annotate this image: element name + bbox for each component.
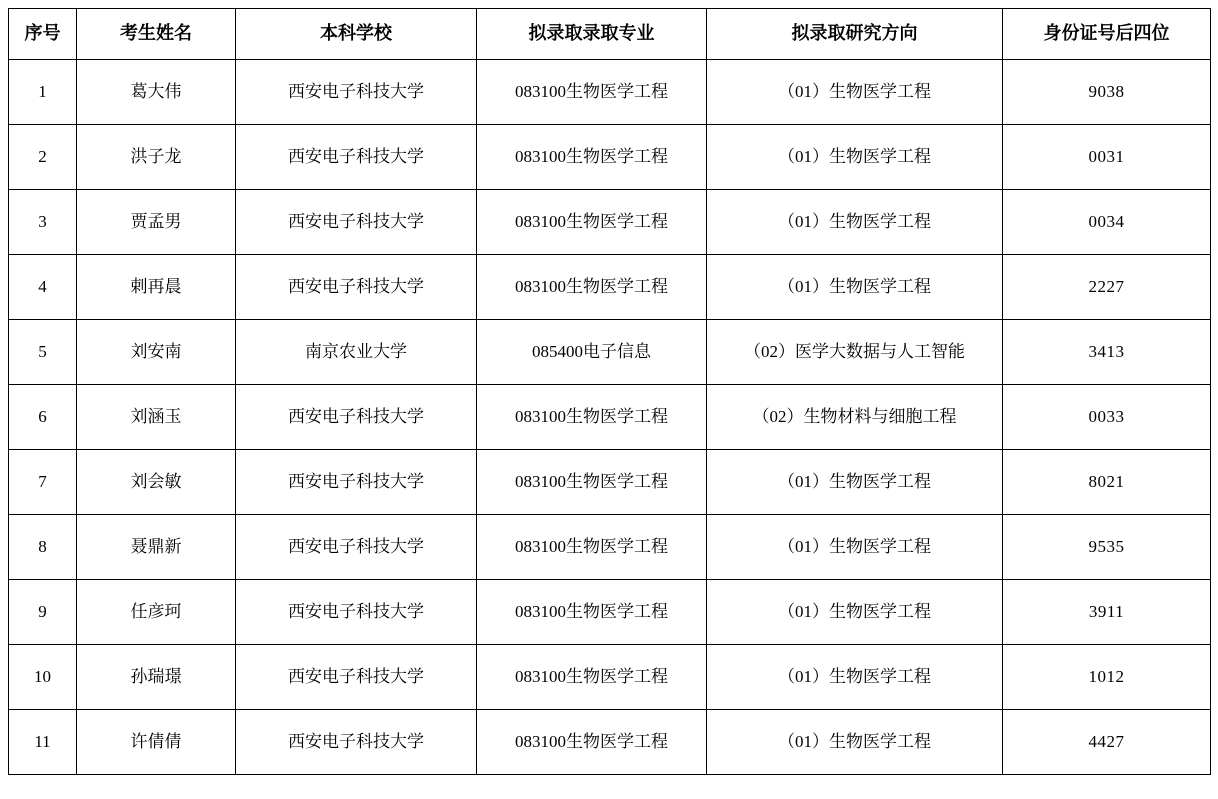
table-row xyxy=(9,515,1211,580)
cell-index: 11 xyxy=(9,710,77,775)
cell-major: 083100生物医学工程 xyxy=(477,580,707,645)
cell-direction: （01）生物医学工程 xyxy=(707,710,1003,775)
cell-major: 083100生物医学工程 xyxy=(477,190,707,255)
cell-direction: （01）生物医学工程 xyxy=(707,60,1003,125)
table-header xyxy=(9,9,1211,60)
cell-major: 083100生物医学工程 xyxy=(477,515,707,580)
cell-name: 孙瑞璟 xyxy=(77,645,236,710)
cell-index: 10 xyxy=(9,645,77,710)
cell-id-last4: 3413 xyxy=(1003,320,1211,385)
cell-direction: （02）医学大数据与人工智能 xyxy=(707,320,1003,385)
cell-index: 7 xyxy=(9,450,77,515)
cell-index: 1 xyxy=(9,60,77,125)
cell-name: 刘涵玉 xyxy=(77,385,236,450)
cell-name: 任彦珂 xyxy=(77,580,236,645)
table-row xyxy=(9,710,1211,775)
cell-name: 许倩倩 xyxy=(77,710,236,775)
cell-school: 西安电子科技大学 xyxy=(236,450,477,515)
cell-major: 083100生物医学工程 xyxy=(477,60,707,125)
column-header-direction: 拟录取研究方向 xyxy=(707,9,1003,60)
cell-index: 9 xyxy=(9,580,77,645)
cell-id-last4: 0033 xyxy=(1003,385,1211,450)
cell-school: 西安电子科技大学 xyxy=(236,385,477,450)
cell-id-last4: 1012 xyxy=(1003,645,1211,710)
column-header-school: 本科学校 xyxy=(236,9,477,60)
cell-index: 3 xyxy=(9,190,77,255)
cell-school: 南京农业大学 xyxy=(236,320,477,385)
column-header-major: 拟录取录取专业 xyxy=(477,9,707,60)
cell-id-last4: 9535 xyxy=(1003,515,1211,580)
cell-id-last4: 0034 xyxy=(1003,190,1211,255)
cell-school: 西安电子科技大学 xyxy=(236,645,477,710)
cell-major: 083100生物医学工程 xyxy=(477,385,707,450)
cell-school: 西安电子科技大学 xyxy=(236,60,477,125)
table-row xyxy=(9,125,1211,190)
table-row xyxy=(9,320,1211,385)
cell-major: 083100生物医学工程 xyxy=(477,645,707,710)
cell-direction: （01）生物医学工程 xyxy=(707,515,1003,580)
column-header-id-last4: 身份证号后四位 xyxy=(1003,9,1211,60)
cell-id-last4: 8021 xyxy=(1003,450,1211,515)
cell-name: 葛大伟 xyxy=(77,60,236,125)
cell-direction: （01）生物医学工程 xyxy=(707,255,1003,320)
table-row xyxy=(9,450,1211,515)
cell-name: 聂鼎新 xyxy=(77,515,236,580)
admission-list-table xyxy=(8,8,1211,775)
cell-school: 西安电子科技大学 xyxy=(236,190,477,255)
cell-major: 083100生物医学工程 xyxy=(477,125,707,190)
table-row xyxy=(9,580,1211,645)
cell-index: 8 xyxy=(9,515,77,580)
cell-direction: （01）生物医学工程 xyxy=(707,125,1003,190)
cell-school: 西安电子科技大学 xyxy=(236,515,477,580)
cell-name: 剌再晨 xyxy=(77,255,236,320)
cell-school: 西安电子科技大学 xyxy=(236,125,477,190)
column-header-name: 考生姓名 xyxy=(77,9,236,60)
cell-index: 6 xyxy=(9,385,77,450)
cell-major: 083100生物医学工程 xyxy=(477,450,707,515)
cell-school: 西安电子科技大学 xyxy=(236,710,477,775)
cell-direction: （01）生物医学工程 xyxy=(707,580,1003,645)
cell-school: 西安电子科技大学 xyxy=(236,580,477,645)
cell-index: 5 xyxy=(9,320,77,385)
cell-id-last4: 0031 xyxy=(1003,125,1211,190)
cell-major: 085400电子信息 xyxy=(477,320,707,385)
cell-id-last4: 3911 xyxy=(1003,580,1211,645)
cell-id-last4: 2227 xyxy=(1003,255,1211,320)
cell-name: 刘安南 xyxy=(77,320,236,385)
table-header-row xyxy=(9,9,1211,60)
table-row xyxy=(9,255,1211,320)
cell-direction: （01）生物医学工程 xyxy=(707,190,1003,255)
cell-index: 2 xyxy=(9,125,77,190)
cell-id-last4: 9038 xyxy=(1003,60,1211,125)
table-row xyxy=(9,60,1211,125)
cell-name: 贾孟男 xyxy=(77,190,236,255)
table-row xyxy=(9,190,1211,255)
column-header-index: 序号 xyxy=(9,9,77,60)
cell-major: 083100生物医学工程 xyxy=(477,255,707,320)
table-row xyxy=(9,385,1211,450)
cell-id-last4: 4427 xyxy=(1003,710,1211,775)
cell-name: 洪子龙 xyxy=(77,125,236,190)
cell-direction: （01）生物医学工程 xyxy=(707,450,1003,515)
table-body xyxy=(9,60,1211,775)
cell-name: 刘会敏 xyxy=(77,450,236,515)
cell-major: 083100生物医学工程 xyxy=(477,710,707,775)
cell-direction: （02）生物材料与细胞工程 xyxy=(707,385,1003,450)
cell-index: 4 xyxy=(9,255,77,320)
cell-direction: （01）生物医学工程 xyxy=(707,645,1003,710)
cell-school: 西安电子科技大学 xyxy=(236,255,477,320)
table-row xyxy=(9,645,1211,710)
